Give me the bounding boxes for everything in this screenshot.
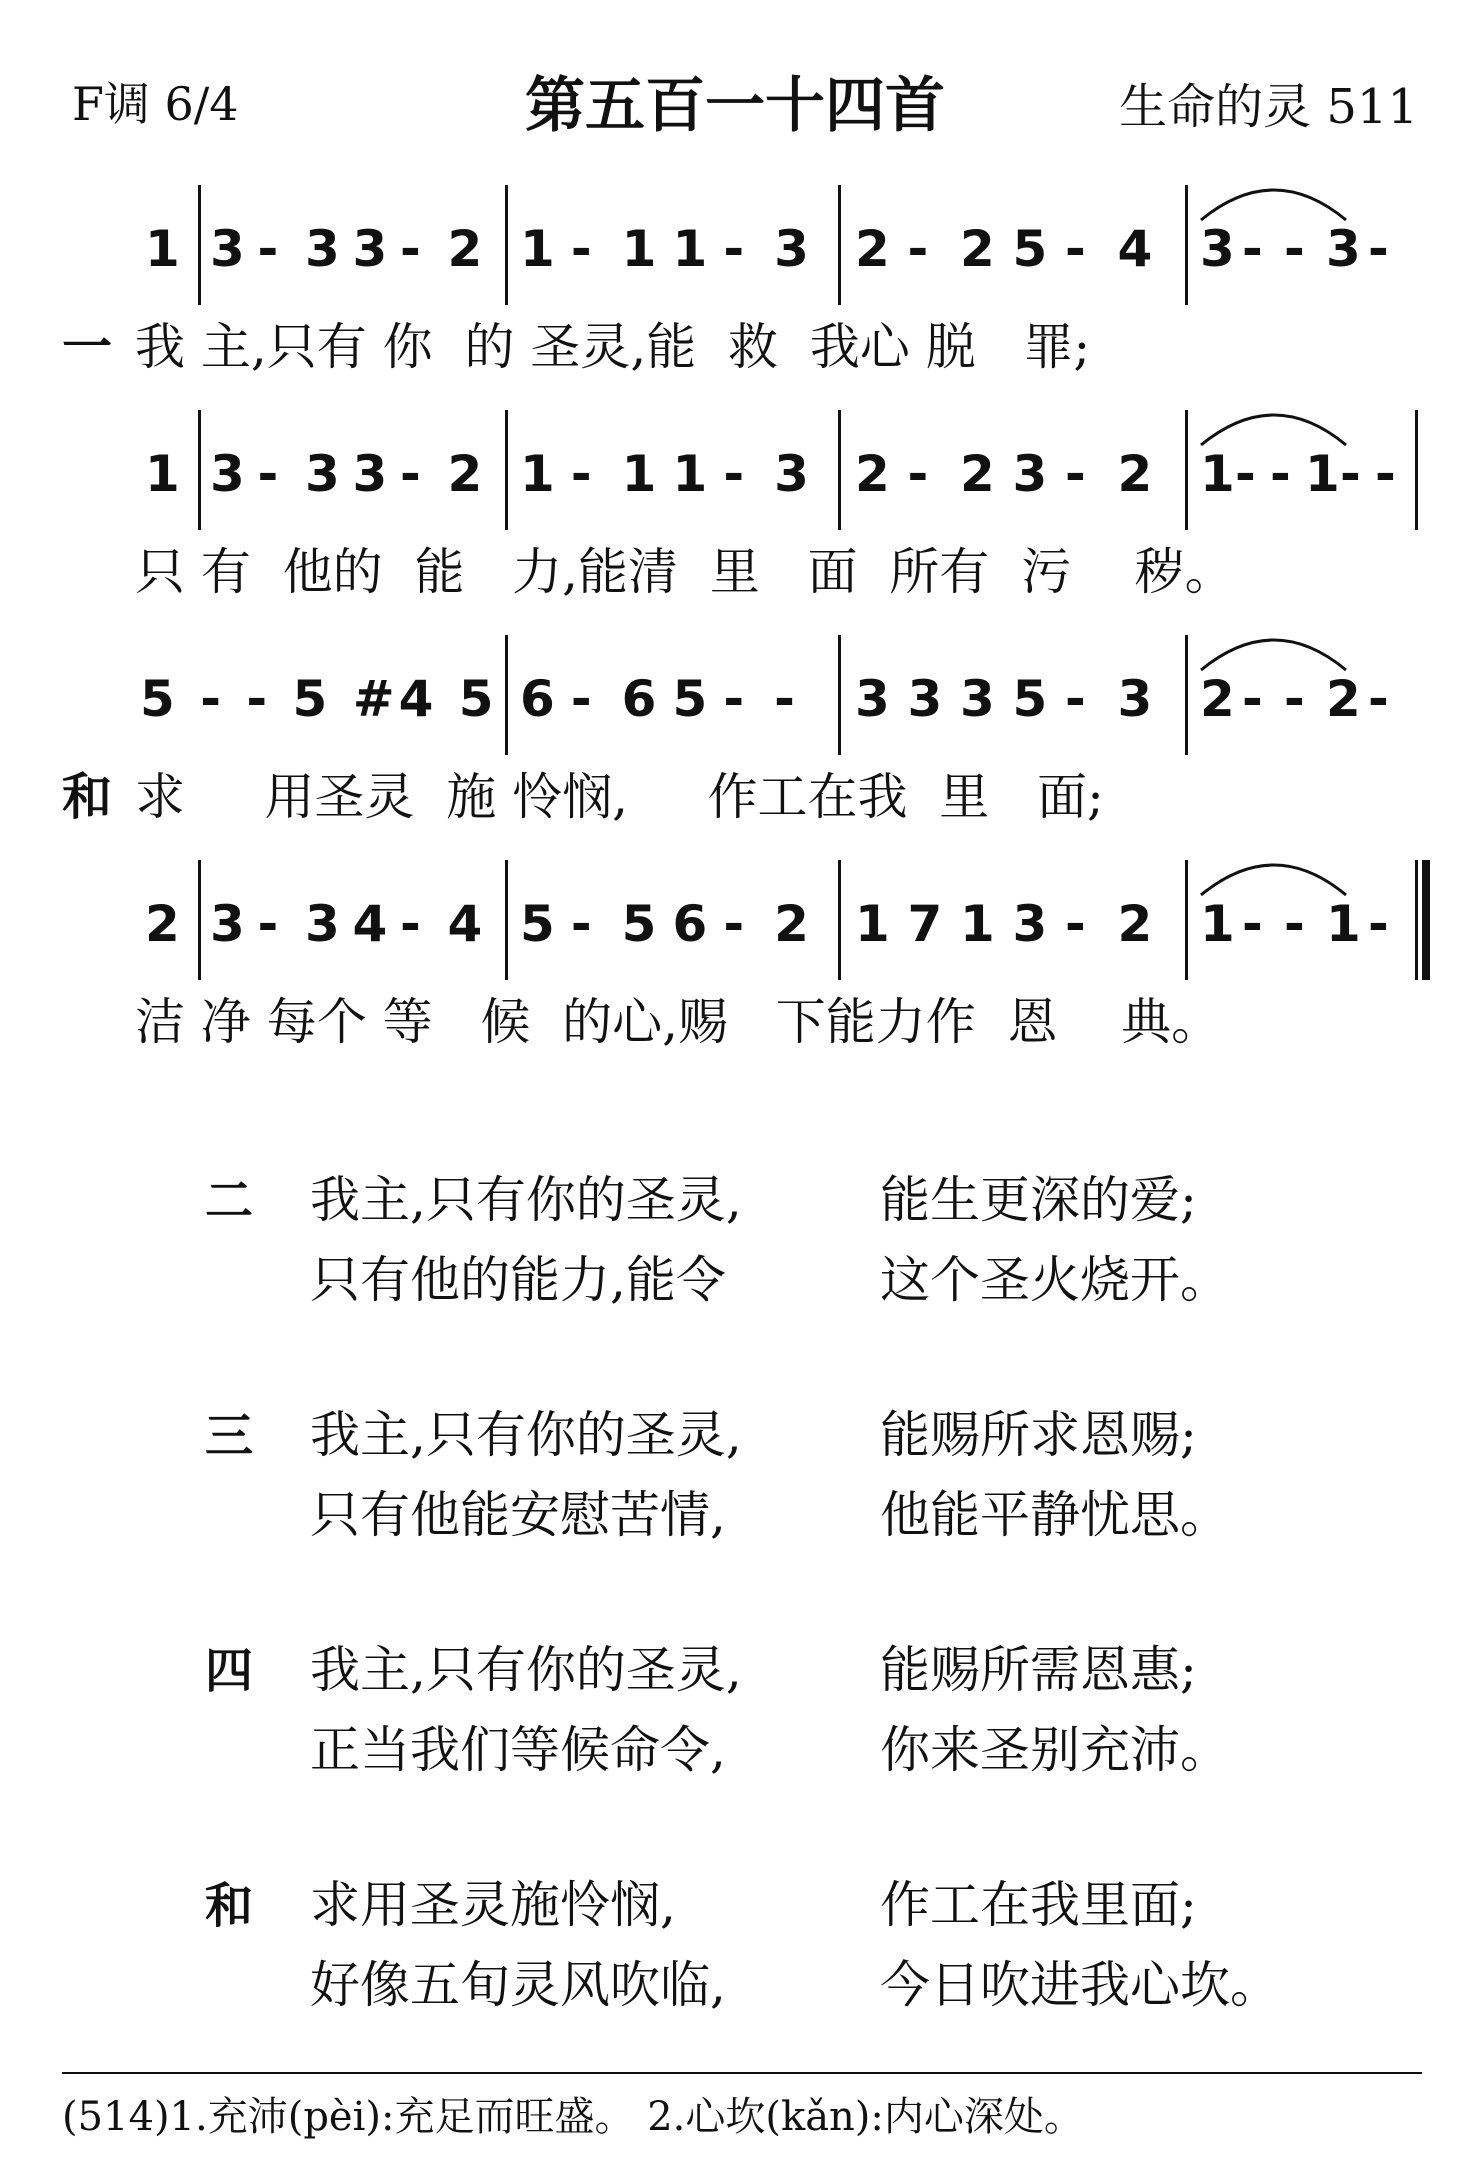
dash: - xyxy=(723,895,745,953)
barline xyxy=(505,410,508,530)
hymn-title: 第五百一十四首 xyxy=(525,71,945,141)
barline xyxy=(505,185,508,305)
note: 5 xyxy=(672,670,708,728)
verse-number: 三 xyxy=(205,1408,254,1464)
barline xyxy=(505,635,508,755)
verse-line: 我主,只有你的圣灵, xyxy=(310,1171,742,1229)
dash: - xyxy=(907,220,929,278)
note: 5 xyxy=(1012,670,1048,728)
note: 2 xyxy=(1117,445,1153,503)
verse-marker: 一 xyxy=(62,317,112,376)
lyric-line: 洁 净 每个 等 候 的心,赐 下能力作 恩 典。 xyxy=(135,993,1222,1051)
barline xyxy=(505,860,508,980)
note: 3 xyxy=(1117,670,1153,728)
dash: - xyxy=(1235,445,1256,503)
note: 2 xyxy=(1200,670,1235,728)
slur xyxy=(1196,625,1356,675)
note: 2 xyxy=(774,895,809,953)
end-barline xyxy=(1415,410,1418,530)
slur xyxy=(1196,400,1356,450)
verse-line: 这个圣火烧开。 xyxy=(880,1251,1230,1309)
verse-line: 能赐所需恩惠; xyxy=(880,1641,1197,1699)
dash: - xyxy=(400,220,421,278)
verse-line: 求用圣灵施怜悯, xyxy=(310,1876,676,1934)
note: 1 xyxy=(960,895,995,953)
dash: - xyxy=(907,445,929,503)
dash: - xyxy=(723,670,745,728)
dash: - xyxy=(1368,895,1389,953)
note: 4 xyxy=(1117,220,1153,278)
dash: - xyxy=(1065,895,1086,953)
verse-line: 能赐所求恩赐; xyxy=(880,1406,1197,1464)
dash: - xyxy=(257,895,279,953)
note: 1 xyxy=(520,445,555,503)
barline xyxy=(198,410,201,530)
hymn-reference: 生命的灵 511 xyxy=(1119,79,1418,135)
lyric-line: 只 有 他的 能 力,能清 里 面 所有 污 秽。 xyxy=(135,543,1235,601)
dash: - xyxy=(1284,895,1305,953)
dash: - xyxy=(1284,670,1305,728)
dash: - xyxy=(1242,670,1263,728)
key-signature: F调 6/4 xyxy=(72,77,239,131)
dash: - xyxy=(1270,445,1291,503)
note: 3 xyxy=(1012,445,1048,503)
verse-line: 我主,只有你的圣灵, xyxy=(310,1406,742,1464)
dash: - xyxy=(570,220,592,278)
verse-line: 好像五旬灵风吹临, xyxy=(310,1956,726,2014)
note: 6 xyxy=(672,895,708,953)
dash: - xyxy=(570,445,592,503)
note: 3 xyxy=(960,670,995,728)
note: 1 xyxy=(1326,895,1361,953)
note: 3 xyxy=(210,895,245,953)
verse-line: 我主,只有你的圣灵, xyxy=(310,1641,742,1699)
verse-line: 只有他的能力,能令 xyxy=(310,1251,726,1309)
barline xyxy=(198,185,201,305)
note: 1 xyxy=(621,445,657,503)
note: 3 xyxy=(1326,220,1361,278)
dash: - xyxy=(1375,445,1396,503)
note: 3 xyxy=(855,670,890,728)
note: 1 xyxy=(1200,895,1235,953)
barline xyxy=(838,635,841,755)
dash: - xyxy=(1242,895,1263,953)
dash: - xyxy=(723,445,745,503)
note: 5 xyxy=(621,895,657,953)
verse-line: 正当我们等候命令, xyxy=(310,1721,726,1779)
verse-marker: 和 xyxy=(62,767,112,826)
note: 2 xyxy=(1117,895,1153,953)
note: 1 xyxy=(855,895,890,953)
pickup-notes: 1 xyxy=(145,220,180,278)
note: 1 xyxy=(672,445,708,503)
verse-line: 你来圣别充沛。 xyxy=(880,1721,1230,1779)
pickup-notes: 1 xyxy=(145,445,180,503)
footnote: (514)1.充沛(pèi):充足而旺盛。 2.心坎(kǎn):内心深处。 xyxy=(62,2094,1084,2140)
note: 3 xyxy=(352,220,388,278)
dash: - xyxy=(400,895,421,953)
dash: - xyxy=(1065,220,1086,278)
dash: - xyxy=(400,445,421,503)
note: 1 xyxy=(621,220,657,278)
note: 2 xyxy=(960,445,995,503)
note: 3 xyxy=(1200,220,1235,278)
note: 1 xyxy=(520,220,555,278)
final-barline xyxy=(1415,860,1418,980)
dash: - xyxy=(1368,220,1389,278)
footnote-divider xyxy=(62,2072,1422,2074)
note: 2 xyxy=(447,220,483,278)
slur xyxy=(1196,850,1356,900)
dash: - xyxy=(723,220,745,278)
note: 3 xyxy=(1012,895,1048,953)
note: 3 xyxy=(210,445,245,503)
pickup-notes: 5 - - 5 #4 5 xyxy=(140,670,498,728)
verse-line: 他能平静忧思。 xyxy=(880,1486,1230,1544)
note: 2 xyxy=(447,445,483,503)
verse-number: 和 xyxy=(205,1878,254,1934)
dash: - xyxy=(1284,220,1305,278)
note: 3 xyxy=(774,220,809,278)
note: 3 xyxy=(210,220,245,278)
note: 3 xyxy=(305,220,340,278)
note: 2 xyxy=(1326,670,1361,728)
note: 5 xyxy=(520,895,555,953)
verse-number: 四 xyxy=(205,1643,254,1699)
dash: - xyxy=(257,445,279,503)
barline xyxy=(198,860,201,980)
verse-line: 能生更深的爱; xyxy=(880,1171,1197,1229)
note: 1 xyxy=(672,220,708,278)
barline xyxy=(1185,860,1188,980)
note: 4 xyxy=(447,895,483,953)
note: 3 xyxy=(907,670,943,728)
verse-line: 今日吹进我心坎。 xyxy=(880,1956,1280,2014)
dash: - xyxy=(570,670,592,728)
note: 2 xyxy=(855,220,890,278)
dash: - xyxy=(1065,670,1086,728)
barline xyxy=(1185,410,1188,530)
slur xyxy=(1196,175,1356,225)
pickup-notes: 2 xyxy=(145,895,180,953)
barline xyxy=(1185,185,1188,305)
dash: - xyxy=(257,220,279,278)
dash: - xyxy=(1065,445,1086,503)
note: 3 xyxy=(305,445,340,503)
dash: - xyxy=(1340,445,1361,503)
note: 3 xyxy=(352,445,388,503)
barline xyxy=(838,410,841,530)
verse-number: 二 xyxy=(205,1173,254,1229)
dash: - xyxy=(570,895,592,953)
barline xyxy=(838,860,841,980)
dash: - xyxy=(1242,220,1263,278)
note: 3 xyxy=(774,445,809,503)
verse-line: 只有他能安慰苦情, xyxy=(310,1486,726,1544)
note: 1 xyxy=(1305,445,1340,503)
note: 1 xyxy=(1200,445,1235,503)
barline xyxy=(1185,635,1188,755)
lyric-line: 求 用圣灵 施 怜悯, 作工在我 里 面; xyxy=(135,768,1104,826)
note: 2 xyxy=(960,220,995,278)
note: 5 xyxy=(1012,220,1048,278)
final-barline-thick xyxy=(1422,860,1430,980)
lyric-line: 我 主,只有 你 的 圣灵,能 救 我心 脱 罪; xyxy=(135,318,1091,376)
dash: - xyxy=(774,670,795,728)
barline xyxy=(838,185,841,305)
note: 7 xyxy=(907,895,943,953)
note: 3 xyxy=(305,895,340,953)
dash: - xyxy=(1368,670,1389,728)
verse-line: 作工在我里面; xyxy=(880,1876,1197,1934)
note: 4 xyxy=(352,895,388,953)
note: 2 xyxy=(855,445,890,503)
note: 6 xyxy=(621,670,657,728)
note: 6 xyxy=(520,670,555,728)
